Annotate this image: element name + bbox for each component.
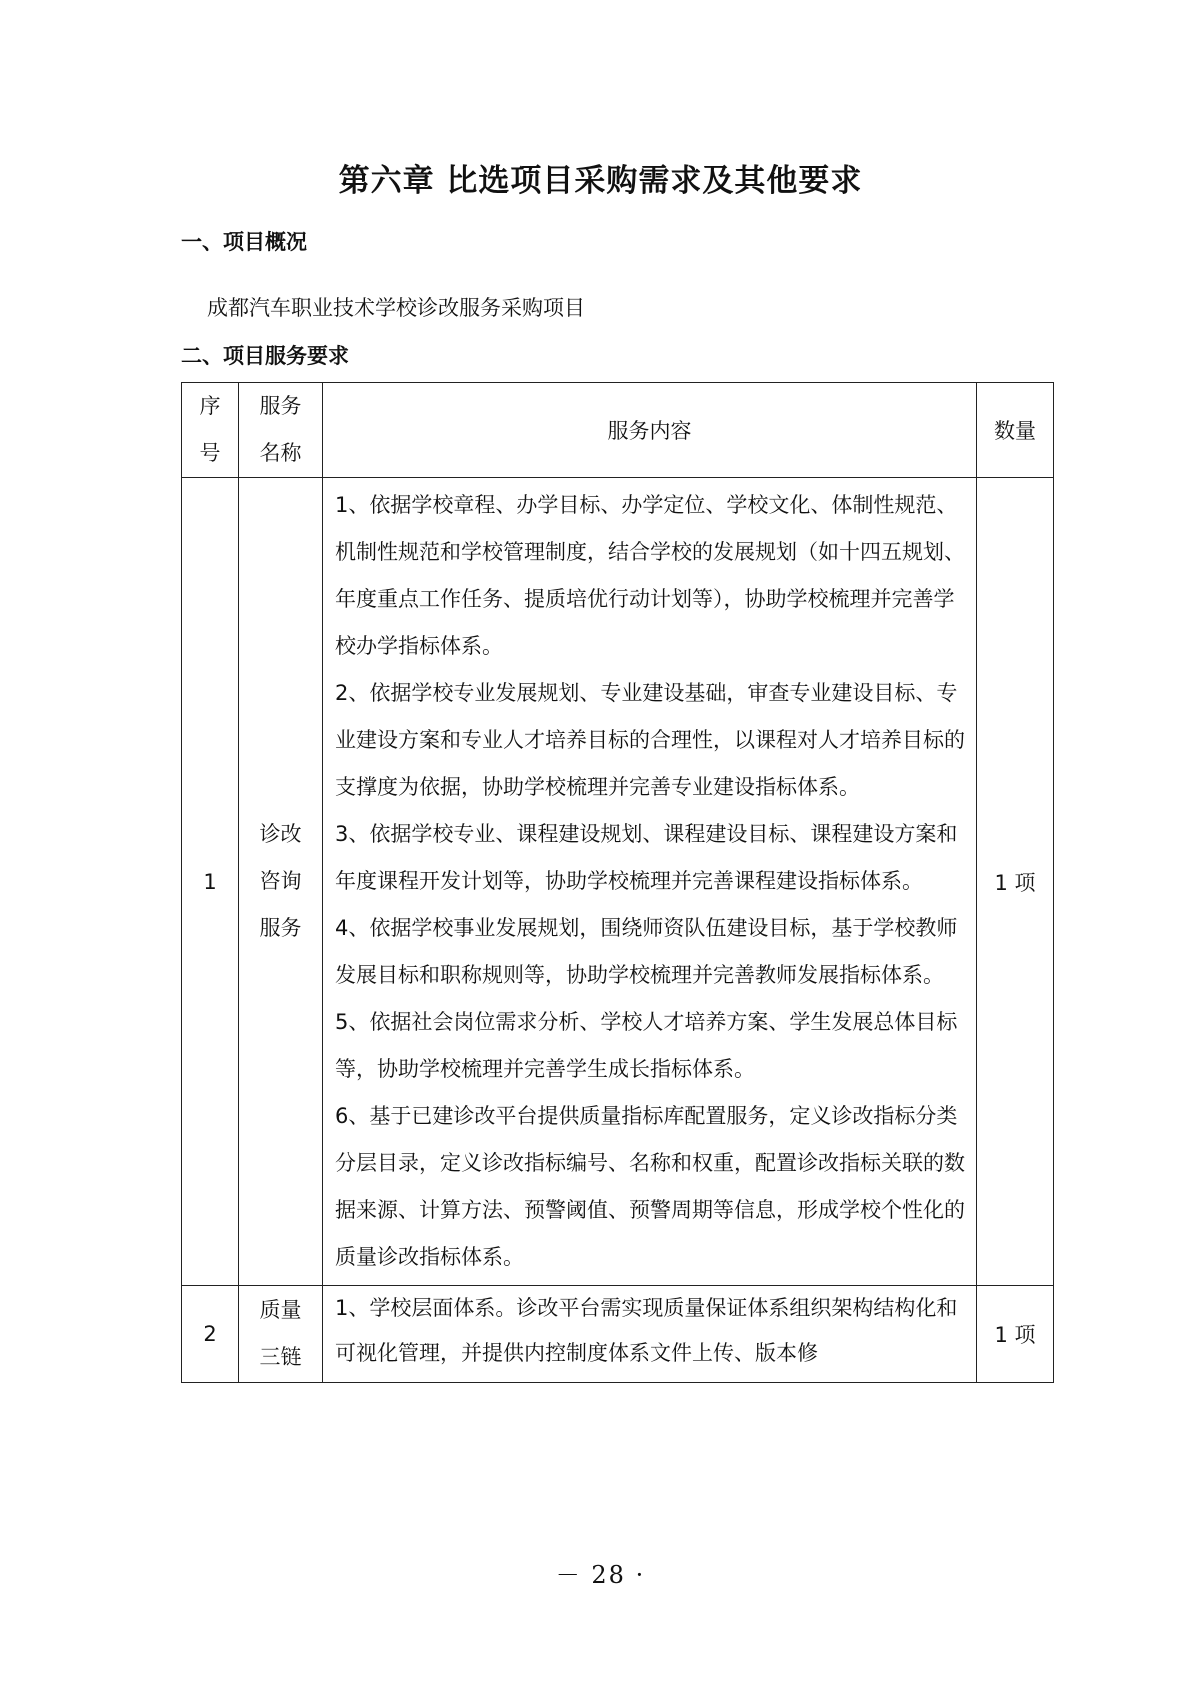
row-quantity: 1 项: [977, 478, 1054, 1286]
header-service-name: 服务 名称: [239, 383, 323, 478]
content-item: 6、基于已建诊改平台提供质量指标库配置服务，定义诊改指标分类分层目录，定义诊改指标编号、名称和权重，配置诊改指标关联的数据来源、计算方法、预警阈值、预警周期等信息，形成学校个性化的质量诊改指标体系。: [335, 1104, 965, 1269]
header-service-content: 服务内容: [323, 383, 977, 478]
content-item: 5、依据社会岗位需求分析、学校人才培养方案、学生发展总体目标等，协助学校梳理并完善学生成长指标体系。: [335, 1010, 958, 1081]
content-item: 4、依据学校事业发展规划，围绕师资队伍建设目标，基于学校教师发展目标和职称规则等，协助学校梳理并完善教师发展指标体系。: [335, 916, 958, 987]
section-heading-requirements: 二、项目服务要求: [181, 344, 349, 368]
table-header-row: [182, 383, 1054, 478]
content-item: 3、依据学校专业、课程建设规划、课程建设目标、课程建设方案和年度课程开发计划等，协助学校梳理并完善课程建设指标体系。: [335, 822, 958, 893]
chapter-title: 第六章 比选项目采购需求及其他要求: [338, 163, 863, 199]
row-number: 2: [182, 1286, 239, 1383]
row-service-content: [323, 1286, 977, 1383]
table-row: [182, 1286, 1054, 1383]
header-quantity: 数量: [977, 383, 1054, 478]
table-row: [182, 478, 1054, 1286]
row-number: 1: [182, 478, 239, 1286]
row-service-name: 质量 三链: [239, 1286, 323, 1383]
content-item: 2、依据学校专业发展规划、专业建设基础，审查专业建设目标、专业建设方案和专业人才培养目标的合理性，以课程对人才培养目标的支撑度为依据，协助学校梳理并完善专业建设指标体系。: [335, 681, 965, 799]
row-service-name: 诊改 咨询 服务: [239, 478, 323, 1286]
page-number: － 28 ·: [555, 1561, 646, 1589]
content-item: 1、依据学校章程、办学目标、办学定位、学校文化、体制性规范、机制性规范和学校管理制度，结合学校的发展规划（如十四五规划、年度重点工作任务、提质培优行动计划等），协助学校梳理并完善学校办学指标体系。: [335, 493, 965, 658]
content-item: 1、学校层面体系。诊改平台需实现质量保证体系组织架构结构化和可视化管理，并提供内控制度体系文件上传、版本修: [335, 1296, 958, 1365]
section-heading-overview: 一、项目概况: [181, 230, 307, 254]
row-quantity: 1 项: [977, 1286, 1054, 1383]
project-overview-text: 成都汽车职业技术学校诊改服务采购项目: [207, 296, 585, 320]
row-service-content: [323, 478, 977, 1286]
header-num: 序 号: [182, 383, 239, 478]
service-requirements-table: [181, 382, 1054, 1383]
